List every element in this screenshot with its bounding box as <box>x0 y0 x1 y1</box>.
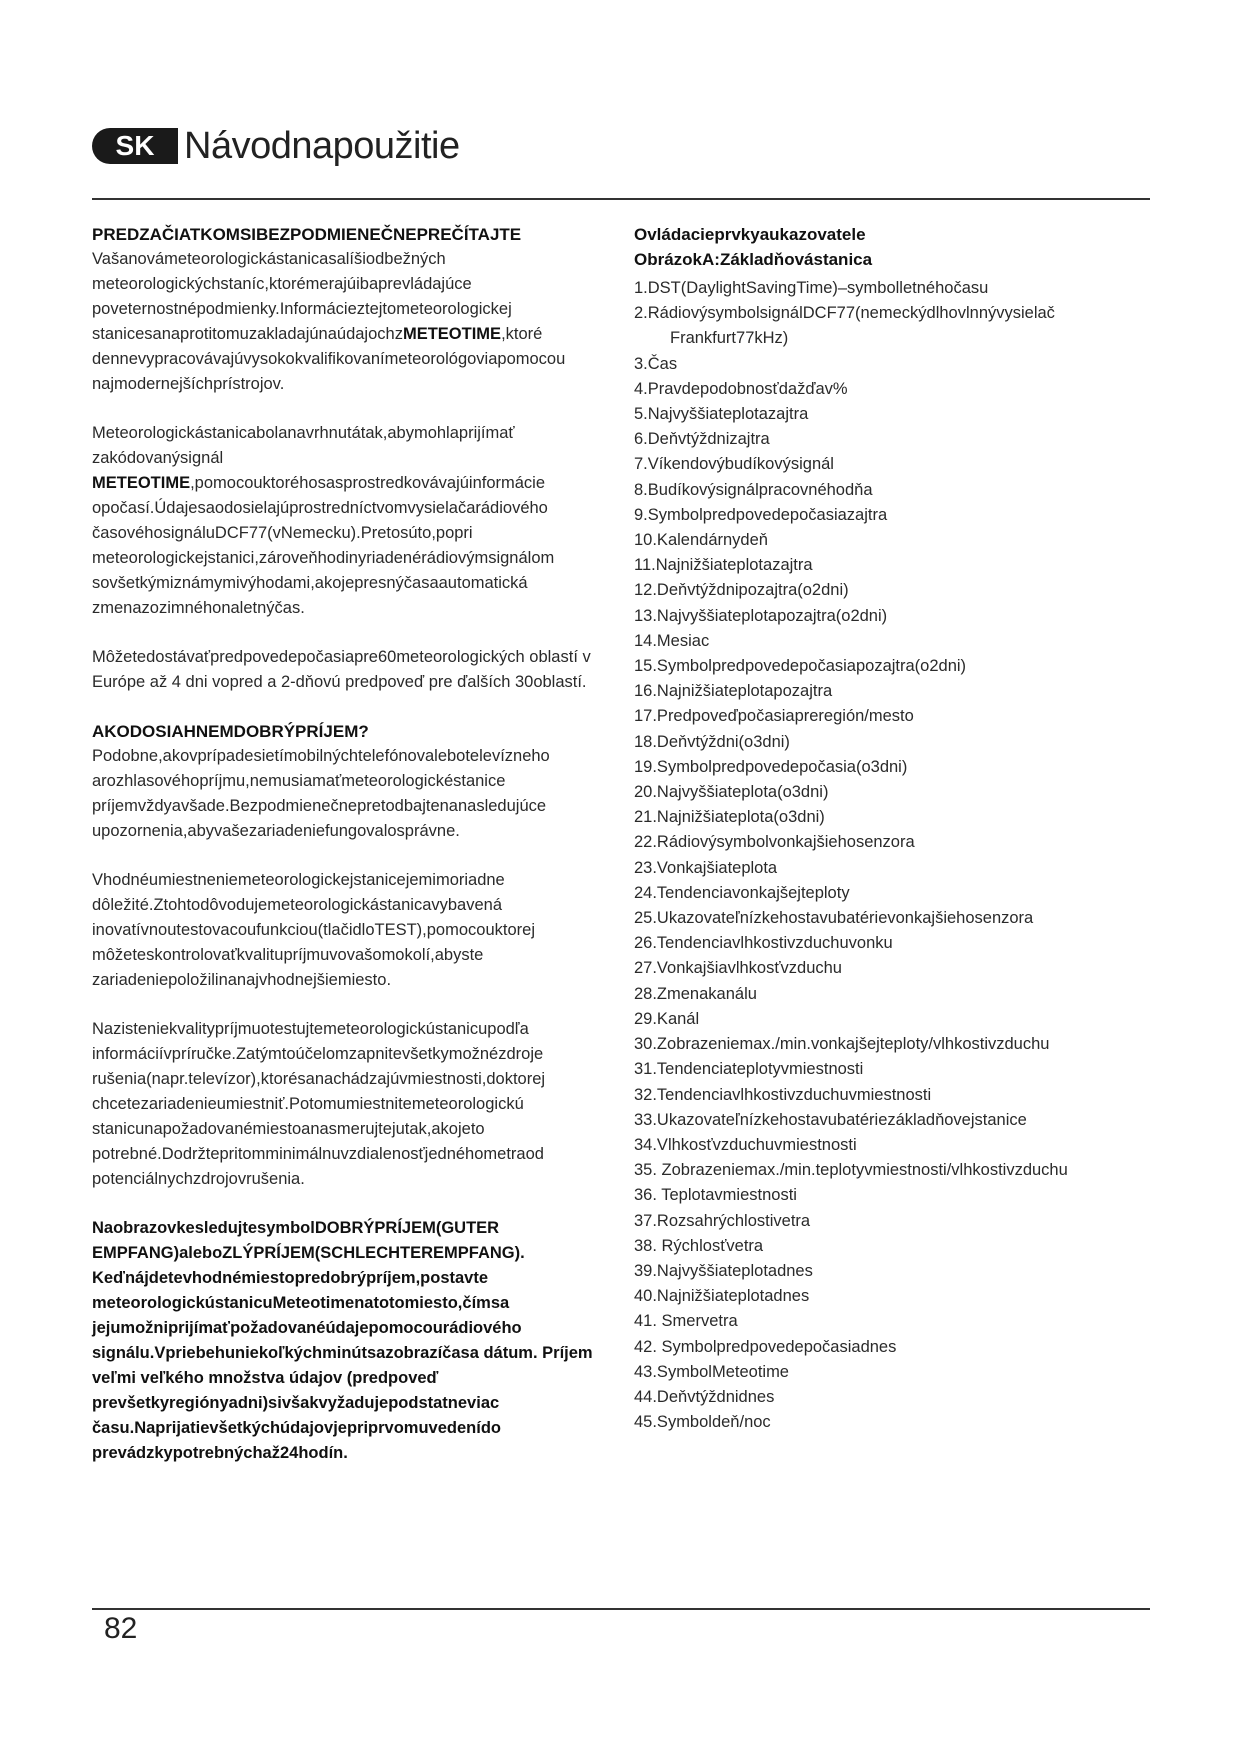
list-item: 35. Zobrazeniemax./min.teplotyvmiestnosti/vlhkostivzduchu <box>634 1161 1068 1180</box>
list-item: 31.Tendenciateplotyvmiestnosti <box>634 1060 864 1079</box>
section-heading-good-reception: AKODOSIAHNEMDOBRÝPRÍJEM? <box>92 722 369 741</box>
list-item: 14.Mesiac <box>634 631 710 650</box>
list-item: 42. Symbolpredpovedepočasiadnes <box>634 1337 897 1356</box>
list-item: 20.Najvyššiateplota(o3dni) <box>634 783 829 802</box>
list-item: 13.Najvyššiateplotapozajtra(o2dni) <box>634 606 888 625</box>
list-item: 23.Vonkajšiateplota <box>634 858 778 877</box>
page-number: 82 <box>104 1612 138 1645</box>
list-item: 18.Deňvtýždni(o3dni) <box>634 732 790 751</box>
list-item: 19.Symbolpredpovedepočasia(o3dni) <box>634 757 908 776</box>
list-item: 34.Vlhkosťvzduchuvmiestnosti <box>634 1135 857 1154</box>
header-divider <box>92 198 1150 200</box>
page-header <box>92 124 460 168</box>
list-item: 38. Rýchlosťvetra <box>634 1236 764 1255</box>
list-item: 22.Rádiovýsymbolvonkajšiehosenzora <box>634 833 915 852</box>
list-item: 28.Zmenakanálu <box>634 984 757 1003</box>
list-item: 12.Deňvtýždnipozajtra(o2dni) <box>634 581 849 600</box>
list-item: 29.Kanál <box>634 1009 700 1028</box>
controls-heading: Ovládacieprvkyaukazovatele <box>634 225 866 244</box>
figure-a-heading: ObrázokA:Základňovástanica <box>634 250 873 269</box>
list-item: 33.Ukazovateľnízkehostavubatériezákladňovejstanice <box>634 1110 1027 1129</box>
signal-paragraph: Meteorologickástanicabolanavrhnutátak,abymohlaprijímať zakódovanýsignál METEOTIME,pomocouktoréhosasprostredkovávajúinformácie opočasí.Údajesaodosielajúprostredníctvomvysielačarádiového časovéhosignáluDCF77(vNemecku).Pretosúto,popri meteorologickejstanici,zároveňhodinyriadenérádiovýmsignálom sovšetkýmiznámymivýhodami,akojepresnýčasaautomatická zmenazozimnéhonaletnýčas. <box>92 424 555 617</box>
placement-paragraph: Vhodnéumiestneniemeteorologickejstanicejemimoriadne dôležité.Ztohtodôvodujemeteorologickástanicavybavená inovatívnoutestovacoufunkciou(tlačidloTEST),pomocouktorej môžeteskontrolovaťkvalitupríjmuvovašomokolí,abyste zariadeniepoložilinanajvhodnejšiemiesto. <box>92 871 535 989</box>
list-item: 25.Ukazovateľnízkehostavubatérievonkajšiehosenzora <box>634 909 1034 928</box>
list-item: 4.Pravdepodobnosťdažďav% <box>634 379 848 398</box>
list-item: 27.Vonkajšiavlhkosťvzduchu <box>634 959 842 978</box>
list-item: 8.Budíkovýsignálpracovnéhodňa <box>634 480 873 499</box>
list-item: 17.Predpoveďpočasiapreregión/mesto <box>634 707 914 726</box>
list-item: 32.Tendenciavlhkostivzduchuvmiestnosti <box>634 1085 932 1104</box>
list-item: 9.Symbolpredpovedepočasiazajtra <box>634 505 888 524</box>
list-item: 10.Kalendárnydeň <box>634 531 768 550</box>
left-column <box>92 222 612 1466</box>
list-item: 21.Najnižšiateplota(o3dni) <box>634 808 825 827</box>
list-item: 5.Najvyššiateplotazajtra <box>634 405 809 424</box>
page-title: Návodnapoužitie <box>184 124 460 167</box>
reception-symbol-paragraph: NaobrazovkesledujtesymbolDOBRÝPRÍJEM(GUTER EMPFANG)aleboZLÝPRÍJEM(SCHLECHTEREMPFANG). Keďnájdetevhodnémiestopredobrýpríjem,postavte meteorologickústanicuMeteotimenatotomiesto,čímsa jejumožniprijímaťpožadovanéúdajepomocourádiového signálu.Vpriebehuniekoľkýchminútsazobrazíčasa dátum. Príjem veľmi veľkého množstva údajov (predpoveď prevšetkyregiónyadni)sivšakvyžadujepodstatneviac času.Naprijatievšetkýchúdajovjepriprvomuvedenído prevádzkypotrebnýchaž24hodín. <box>92 1219 593 1462</box>
list-item: 43.SymbolMeteotime <box>634 1362 789 1381</box>
test-paragraph: Nazisteniekvalitypríjmuotestujtemeteorologickústanicupodľa informáciívpríručke.Zatýmtoúčelomzapnitevšetkymožnézdroje rušenia(napr.televízor),ktorésanachádzajúvmiestnosti,doktorej chcetezariadenieumiestniť.Potomumiestnitemeteorologickú stanicunapožadovanémiestoanasmerujtejutak,akojeto potrebné.Dodržtepritomminimálnuvzdialenosťjednéhometraod potenciálnychzdrojovrušenia. <box>92 1020 546 1188</box>
reception-paragraph: Podobne,akovprípadesietímobilnýchtelefónovalebotelevízneho arozhlasovéhopríjmu,nemusiamaťmeteorologickéstanice príjemvždyavšade.Bezpodmienečnepretodbajtenanasledujúce upozornenia,abyvašezariadeniefungovalosprávne. <box>92 747 550 840</box>
section-heading-read-first: PREDZAČIATKOMSIBEZPODMIENEČNEPREČÍTAJTE <box>92 225 522 244</box>
list-item: 30.Zobrazeniemax./min.vonkajšejteploty/vlhkostivzduchu <box>634 1035 1050 1054</box>
list-item: 3.Čas <box>634 354 678 373</box>
list-item: 15.Symbolpredpovedepočasiapozajtra(o2dni) <box>634 657 967 676</box>
intro-paragraph: Vašanovámeteorologickástanicasalíšiodbežných meteorologickýchstaníc,ktorémerajúibaprevládajúce poveternostnépodmienky.Informácieztejtometeorologickej stanicesanaprotitomuzakladajúnaúdajochzMETEOTIME,ktoré dennevypracovávajúvysokokvalifikovanímeteorológoviapomocou najmodernejšíchprístrojov. <box>92 250 566 393</box>
list-item: 44.Deňvtýždnidnes <box>634 1387 775 1406</box>
list-item: 6.Deňvtýždnizajtra <box>634 430 770 449</box>
list-item: 45.Symboldeň/noc <box>634 1413 771 1432</box>
forecast-regions-paragraph: Môžetedostávaťpredpovedepočasiapre60meteorologických oblastí v Európe až 4 dni vopred a 2-dňovú predpoveď pre ďalších 30oblastí. <box>92 648 591 691</box>
right-column <box>634 222 1134 1435</box>
list-item: 11.Najnižšiateplotazajtra <box>634 556 813 575</box>
list-item: 36. Teplotavmiestnosti <box>634 1186 797 1205</box>
controls-list <box>634 276 1134 1435</box>
list-item: 16.Najnižšiateplotapozajtra <box>634 682 833 701</box>
list-item: 7.Víkendovýbudíkovýsignál <box>634 455 834 474</box>
list-item: 39.Najvyššiateplotadnes <box>634 1261 813 1280</box>
list-item: 2.RádiovýsymbolsignálDCF77(nemeckýdlhovlnnývysielač Frankfurt77kHz) <box>634 304 1055 348</box>
list-item: 24.Tendenciavonkajšejteploty <box>634 883 850 902</box>
list-item: 41. Smervetra <box>634 1312 738 1331</box>
language-badge: SK <box>92 128 178 164</box>
list-item: 26.Tendenciavlhkostivzduchuvonku <box>634 934 893 953</box>
list-item: 1.DST(DaylightSavingTime)–symbolletnéhočasu <box>634 279 989 297</box>
list-item: 37.Rozsahrýchlostivetra <box>634 1211 811 1230</box>
footer-divider <box>92 1608 1150 1610</box>
list-item: 40.Najnižšiateplotadnes <box>634 1287 810 1306</box>
